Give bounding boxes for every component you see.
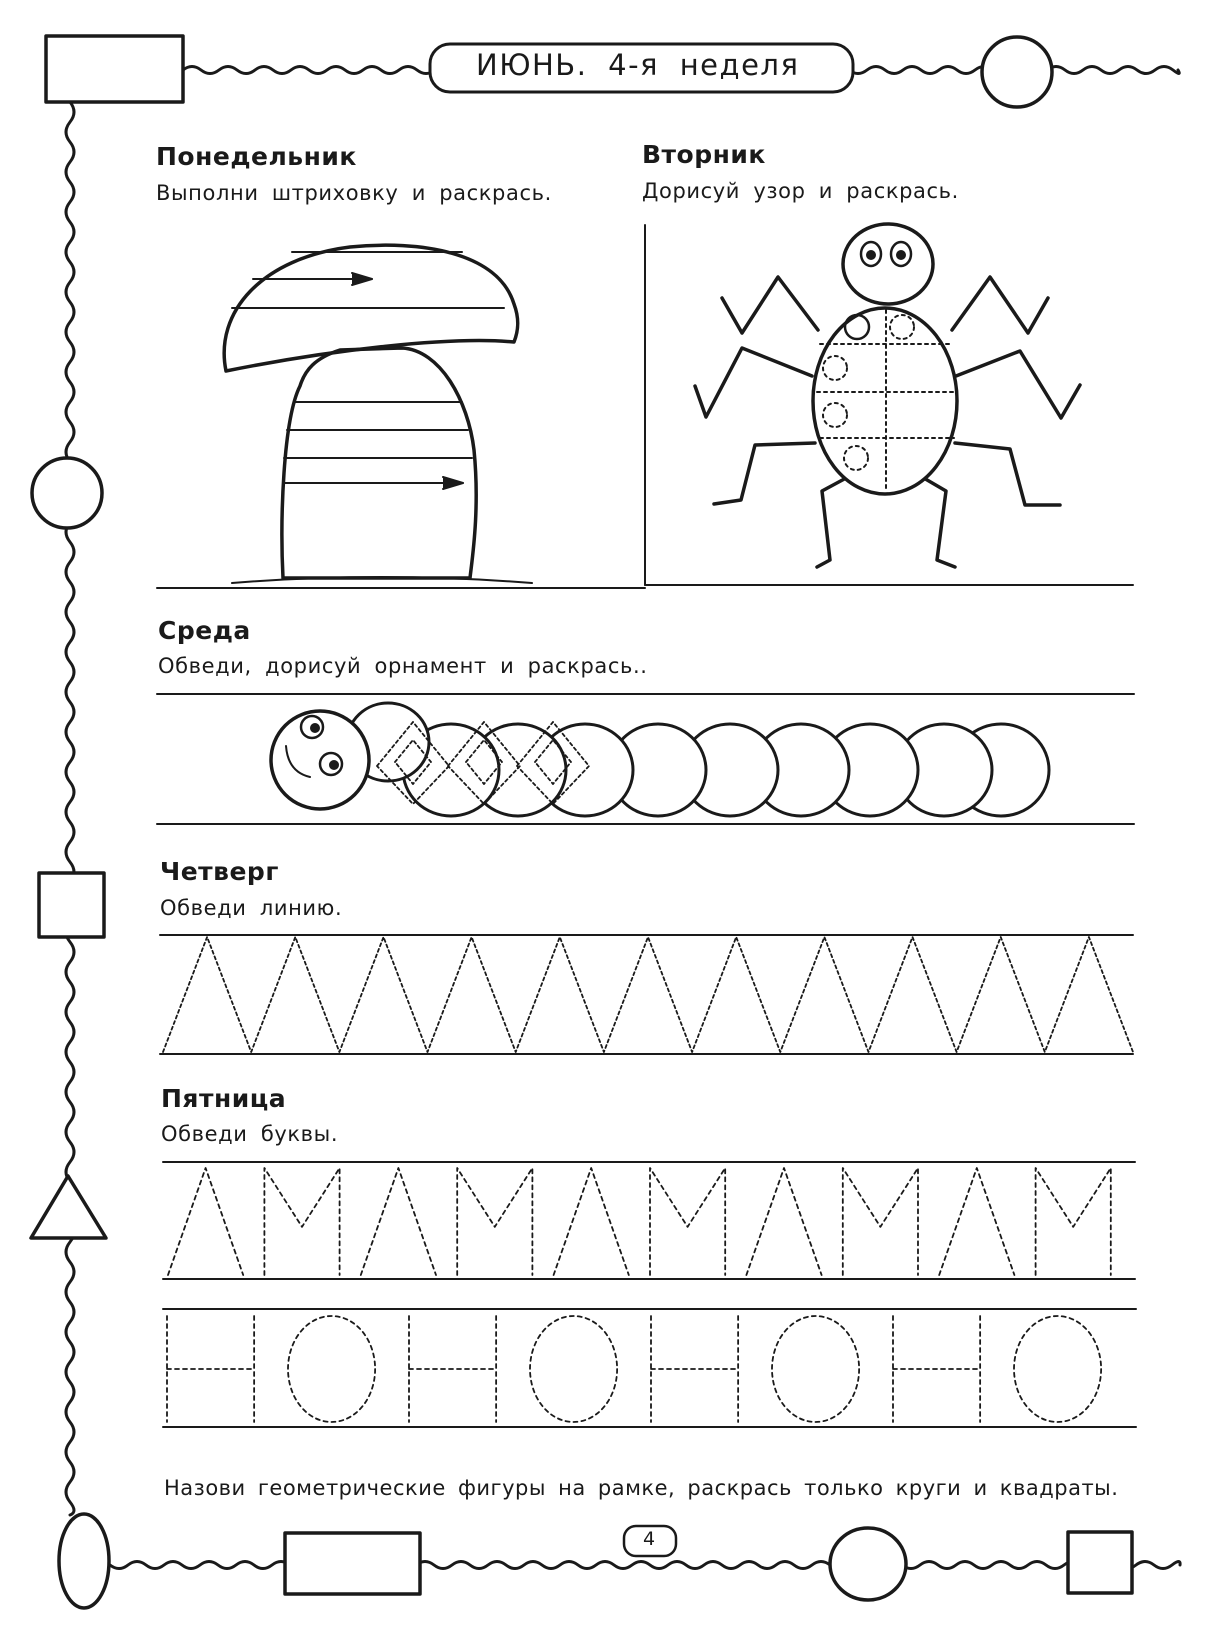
frame-circle-left [32, 458, 102, 528]
page-number: 4 [643, 1528, 656, 1550]
spider-drawing [645, 224, 1133, 585]
letter-em [650, 1168, 725, 1275]
spider-head [843, 224, 933, 304]
monday-instruction: Выполни штриховку и раскрась. [156, 181, 552, 205]
tuesday-instruction: Дорисуй узор и раскрась. [642, 179, 959, 203]
letter-em [264, 1168, 339, 1275]
letter-em [457, 1168, 532, 1275]
hatching-lines [232, 252, 504, 483]
mushroom-stem [282, 348, 476, 578]
letter-o [288, 1316, 375, 1422]
letter-el [361, 1168, 436, 1275]
frame-wave-bottom [92, 1562, 1180, 1569]
monday-heading: Понедельник [156, 142, 357, 171]
zigzag-dotted-line [163, 937, 1133, 1052]
letter-em [843, 1168, 918, 1275]
frame-circle-bottom [830, 1528, 906, 1600]
decorative-frame [31, 36, 1180, 1608]
frame-rect-bottom [285, 1533, 420, 1594]
traceable-letters-row-2 [167, 1316, 1101, 1422]
letter-en [409, 1316, 496, 1422]
thursday-heading: Четверг [160, 857, 279, 886]
hatching-arrows [352, 273, 463, 489]
letter-o [530, 1316, 617, 1422]
friday-heading: Пятница [161, 1084, 287, 1113]
letter-en [167, 1316, 254, 1422]
zigzag-exercise [160, 935, 1133, 1054]
traceable-letters-row-1 [168, 1168, 1111, 1275]
letter-el [168, 1168, 243, 1275]
frame-wave-left [66, 102, 74, 1515]
frame-oval-bottom-left [59, 1514, 109, 1608]
tuesday-heading: Вторник [642, 140, 766, 169]
wednesday-instruction: Обведи, дорисуй орнамент и раскрась.. [158, 654, 648, 678]
caterpillar-drawing [157, 694, 1134, 824]
frame-square-top-left [46, 36, 183, 102]
friday-instruction: Обведи буквы. [161, 1122, 339, 1146]
letter-o [1014, 1316, 1101, 1422]
frame-square-left [39, 873, 104, 937]
page-title: ИЮНЬ. 4-я неделя [476, 48, 800, 82]
mushroom-drawing [157, 245, 645, 588]
frame-circle-top-right [982, 37, 1052, 107]
letter-o [772, 1316, 859, 1422]
letter-el [554, 1168, 629, 1275]
letter-el [746, 1168, 821, 1275]
thursday-instruction: Обведи линию. [160, 896, 343, 920]
letter-en [651, 1316, 738, 1422]
frame-triangle-left [31, 1176, 106, 1238]
letter-el [939, 1168, 1014, 1275]
letter-em [1036, 1168, 1111, 1275]
wednesday-heading: Среда [158, 616, 251, 645]
letter-en [893, 1316, 980, 1422]
frame-instruction: Назови геометрические фигуры на рамке, раскрась только круги и квадраты. [164, 1476, 1119, 1500]
frame-square-bottom-right [1068, 1532, 1132, 1593]
letters-exercise [163, 1162, 1136, 1427]
